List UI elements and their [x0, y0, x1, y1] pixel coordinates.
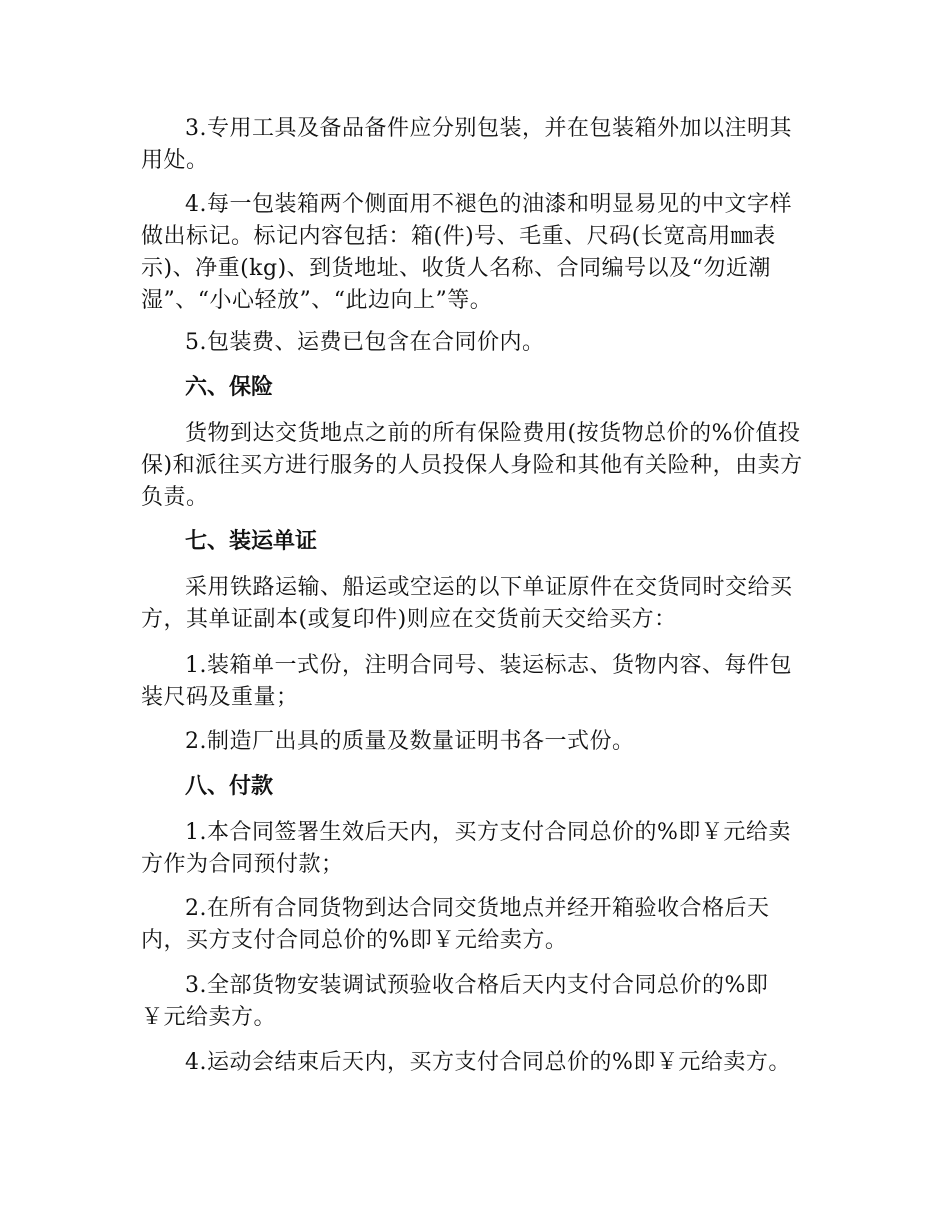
- packing-clause-3: 3.专用工具及备品备件应分别包装，并在包装箱外加以注明其用处。: [141, 116, 792, 173]
- insurance-paragraph: 货物到达交货地点之前的所有保险费用(按货物总价的%价值投保)和派往买方进行服务的人员投保人身险和其他有关险种，由卖方负责。: [141, 421, 803, 510]
- payment-clause-2: 2.在所有合同货物到达合同交货地点并经开箱验收合格后天内，买方支付合同总价的%即￥元给卖方。: [141, 896, 770, 953]
- payment-clause-4: 4.运动会结束后天内，买方支付合同总价的%即￥元给卖方。: [185, 1050, 791, 1075]
- shipping-clause-2: 2.制造厂出具的质量及数量证明书各一式份。: [185, 729, 635, 754]
- section-heading-insurance: 六、保险: [185, 375, 274, 400]
- shipping-intro-paragraph: 采用铁路运输、船运或空运的以下单证原件在交货同时交给买方，其单证副本(或复印件)则应在交货前天交给买方：: [141, 575, 793, 632]
- payment-clause-3: 3.全部货物安装调试预验收合格后天内支付合同总价的%即￥元给卖方。: [141, 973, 769, 1030]
- shipping-clause-1: 1.装箱单一式份，注明合同号、装运标志、货物内容、每件包装尺码及重量；: [141, 653, 792, 710]
- payment-clause-1: 1.本合同签署生效后天内，买方支付合同总价的%即￥元给卖方作为合同预付款；: [141, 820, 791, 877]
- packing-clause-4: 4.每一包装箱两个侧面用不褪色的油漆和明显易见的中文字样做出标记。标记内容包括：箱(件)号、毛重、尺码(长宽高用㎜表示)、净重(kg)、到货地址、收货人名称、合同编号以及“勿近潮湿”、“小心轻放”、“此边向上”等。: [141, 192, 792, 313]
- section-heading-shipping-documents: 七、装运单证: [185, 529, 318, 554]
- packing-clause-5: 5.包装费、运费已包含在合同价内。: [185, 330, 545, 355]
- section-heading-payment: 八、付款: [185, 774, 274, 799]
